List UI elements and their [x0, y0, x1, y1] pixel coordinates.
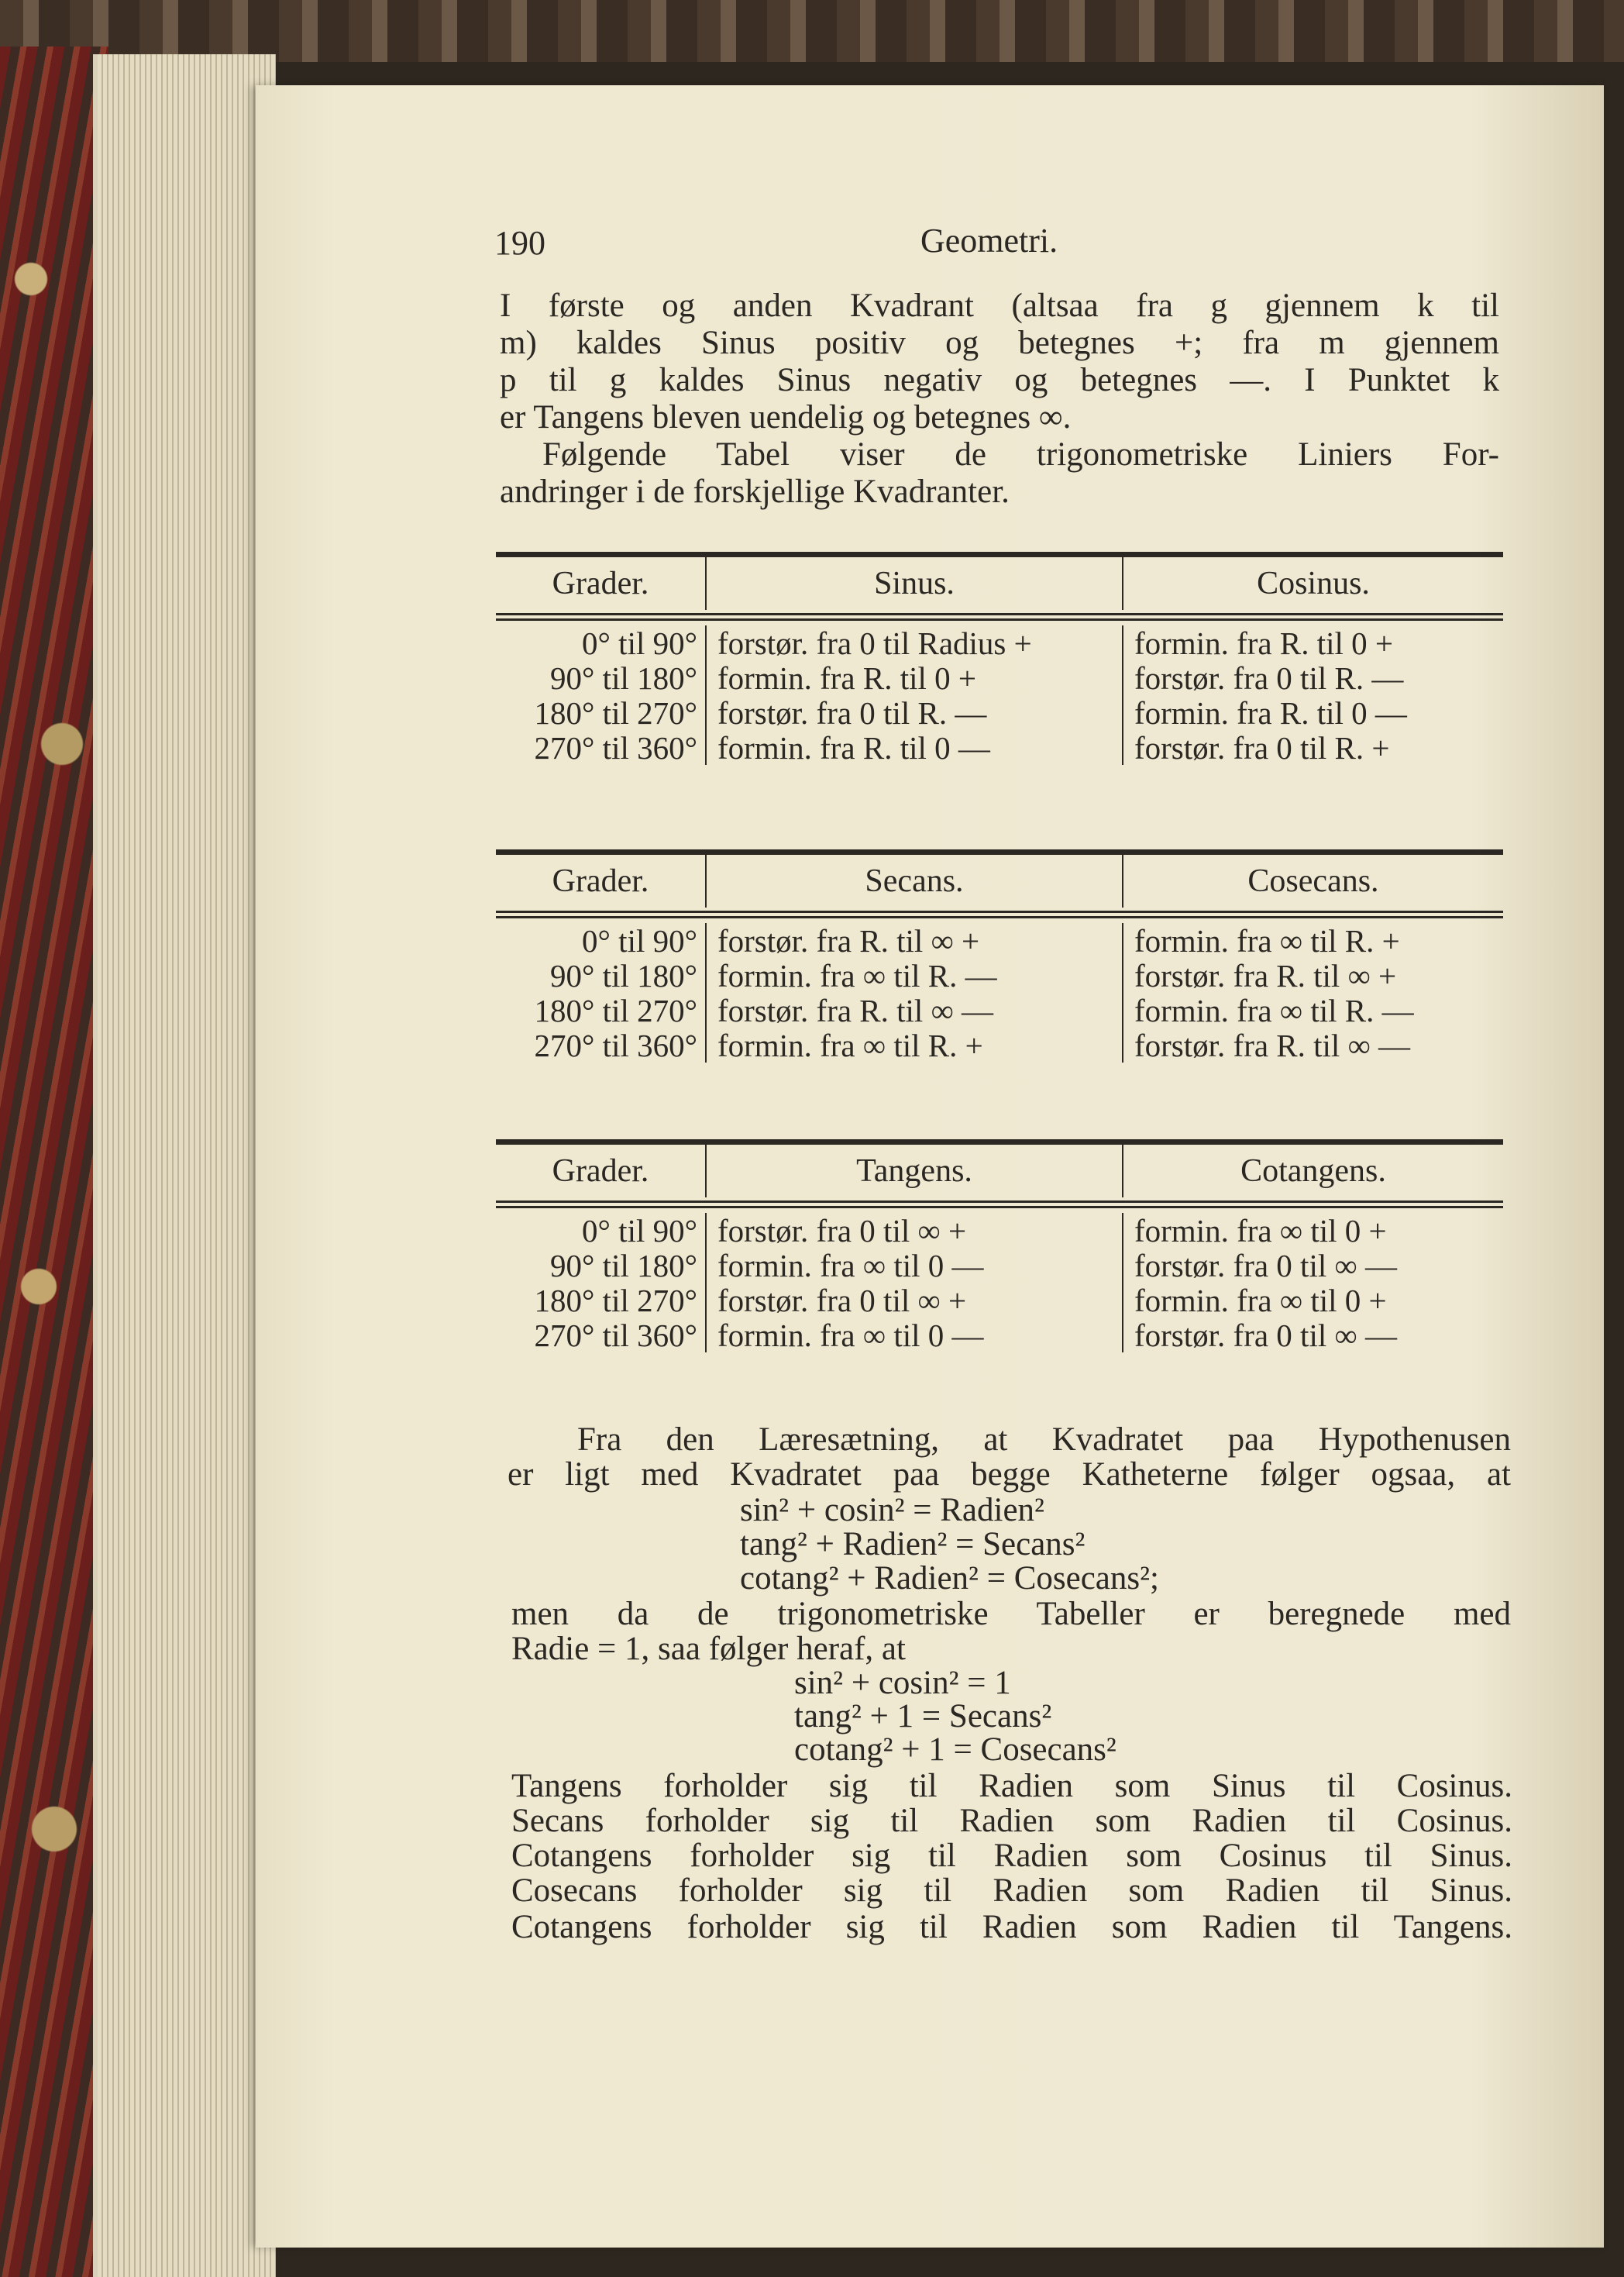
table-header	[496, 855, 1503, 908]
formula: tang² + 1 = Secans²	[794, 1698, 1052, 1734]
table-row	[496, 695, 1503, 730]
table-cell: 270° til 360°	[496, 1028, 707, 1063]
table-cell: forstør. fra 0 til R. +	[1134, 729, 1390, 766]
intro-line: andringer i de forskjellige Kvadranter.	[500, 474, 1010, 510]
formula: cotang² + 1 = Cosecans²	[794, 1731, 1116, 1768]
tangens-cotangens-table	[496, 1139, 1503, 1359]
column-header: Grader.	[496, 855, 707, 908]
table-header	[496, 557, 1503, 610]
table-row	[496, 923, 1503, 958]
table-cell: formin. fra ∞ til 0 +	[1134, 1212, 1387, 1249]
intro-line: p til g kaldes Sinus negativ og betegnes —. I Punktet k	[500, 362, 1499, 398]
table-row	[496, 993, 1503, 1028]
table-top-rule	[496, 849, 1503, 855]
table-cell: forstør. fra R. til ∞ +	[707, 923, 1123, 958]
marbled-cover	[0, 47, 108, 2277]
column-header: Grader.	[496, 557, 707, 610]
table-cell: formin. fra ∞ til 0 +	[1134, 1282, 1387, 1318]
table-cell: formin. fra ∞ til R. +	[1134, 922, 1400, 959]
table-cell: forstør. fra 0 til R. —	[1134, 660, 1404, 696]
table-cell: formin. fra ∞ til R. +	[707, 1028, 1123, 1063]
text-line: Cosecans forholder sig til Radien som Radien til Sinus.	[511, 1872, 1512, 1909]
table-cell: formin. fra ∞ til R. —	[1134, 992, 1414, 1028]
formula: sin² + cosin² = Radien²	[740, 1492, 1044, 1528]
table-cell: 90° til 180°	[496, 660, 707, 695]
text-line: er ligt med Kvadratet paa begge Katheterne følger ogsaa, at	[508, 1456, 1511, 1493]
table-cell: formin. fra R. til 0 —	[707, 730, 1123, 765]
formula: cotang² + Radien² = Cosecans²;	[740, 1560, 1159, 1597]
text-line: Fra den Læresætning, at Kvadratet paa Hypothenusen	[577, 1421, 1511, 1458]
table-row	[496, 625, 1503, 660]
formula: sin² + cosin² = 1	[794, 1665, 1011, 1701]
sinus-cosinus-table	[496, 552, 1503, 771]
running-title: Geometri.	[920, 222, 1058, 260]
text-line: Cotangens forholder sig til Radien som Radien til Tangens.	[511, 1909, 1512, 1945]
column-header: Cosinus.	[1257, 566, 1370, 601]
column-header: Cosecans.	[1247, 863, 1379, 899]
table-cell: forstør. fra 0 til ∞ —	[1134, 1247, 1397, 1283]
table-row	[496, 1283, 1503, 1318]
table-cell: formin. fra R. til 0 +	[707, 660, 1123, 695]
table-double-rule	[496, 911, 1503, 918]
secans-cosecans-table	[496, 849, 1503, 1069]
intro-line: m) kaldes Sinus positiv og betegnes +; fra m gjennem	[500, 325, 1499, 361]
intro-line: er Tangens bleven uendelig og betegnes ∞.	[500, 399, 1072, 436]
table-cell: 0° til 90°	[496, 923, 707, 958]
page-number: 190	[494, 224, 545, 262]
table-double-rule	[496, 1201, 1503, 1208]
text-line: Secans forholder sig til Radien som Radien til Cosinus.	[511, 1803, 1512, 1839]
table-row	[496, 1248, 1503, 1283]
table-cell: formin. fra R. til 0 +	[1134, 625, 1393, 661]
table-row	[496, 730, 1503, 765]
table-cell: 90° til 180°	[496, 1248, 707, 1283]
column-header: Grader.	[496, 1145, 707, 1197]
table-cell: 270° til 360°	[496, 730, 707, 765]
table-cell: formin. fra ∞ til R. —	[707, 958, 1123, 993]
table-cell: formin. fra R. til 0 —	[1134, 694, 1407, 731]
text-line: Cotangens forholder sig til Radien som Cosinus til Sinus.	[511, 1838, 1512, 1874]
table-cell: 0° til 90°	[496, 625, 707, 660]
table-cell: forstør. fra 0 til ∞ +	[707, 1283, 1123, 1318]
table-cell: forstør. fra 0 til ∞ +	[707, 1213, 1123, 1248]
text-line: Radie = 1, saa følger heraf, at	[511, 1631, 906, 1667]
table-cell: forstør. fra 0 til ∞ —	[1134, 1317, 1397, 1353]
table-cell: 180° til 270°	[496, 1283, 707, 1318]
text-line: men da de trigonometriske Tabeller er beregnede med	[511, 1596, 1511, 1632]
column-header: Cotangens.	[1240, 1153, 1386, 1189]
column-header: Tangens.	[707, 1145, 1123, 1197]
table-cell: 270° til 360°	[496, 1318, 707, 1352]
table-row	[496, 660, 1503, 695]
table-cell: formin. fra ∞ til 0 —	[707, 1318, 1123, 1352]
table-cell: 90° til 180°	[496, 958, 707, 993]
table-cell: 180° til 270°	[496, 695, 707, 730]
book-top-edge	[0, 0, 1624, 62]
table-row	[496, 1028, 1503, 1063]
table-cell: 0° til 90°	[496, 1213, 707, 1248]
intro-line: Følgende Tabel viser de trigonometriske Liniers For-	[542, 436, 1499, 473]
page-edges	[93, 54, 276, 2277]
column-header: Secans.	[707, 855, 1123, 908]
table-top-rule	[496, 552, 1503, 557]
table-cell: formin. fra ∞ til 0 —	[707, 1248, 1123, 1283]
formula: tang² + Radien² = Secans²	[740, 1526, 1086, 1562]
table-cell: forstør. fra R. til ∞ +	[1134, 957, 1397, 994]
table-row	[496, 1213, 1503, 1248]
table-double-rule	[496, 613, 1503, 621]
text-line: Tangens forholder sig til Radien som Sinus til Cosinus.	[511, 1768, 1512, 1804]
table-row	[496, 958, 1503, 993]
table-cell: forstør. fra R. til ∞ —	[1134, 1027, 1411, 1063]
table-cell: 180° til 270°	[496, 993, 707, 1028]
table-header	[496, 1145, 1503, 1197]
table-cell: forstør. fra R. til ∞ —	[707, 993, 1123, 1028]
table-cell: forstør. fra 0 til R. —	[707, 695, 1123, 730]
intro-line: I første og anden Kvadrant (altsaa fra g gjennem k til	[500, 288, 1499, 324]
table-cell: forstør. fra 0 til Radius +	[707, 625, 1123, 660]
table-row	[496, 1318, 1503, 1352]
table-top-rule	[496, 1139, 1503, 1145]
column-header: Sinus.	[707, 557, 1123, 610]
